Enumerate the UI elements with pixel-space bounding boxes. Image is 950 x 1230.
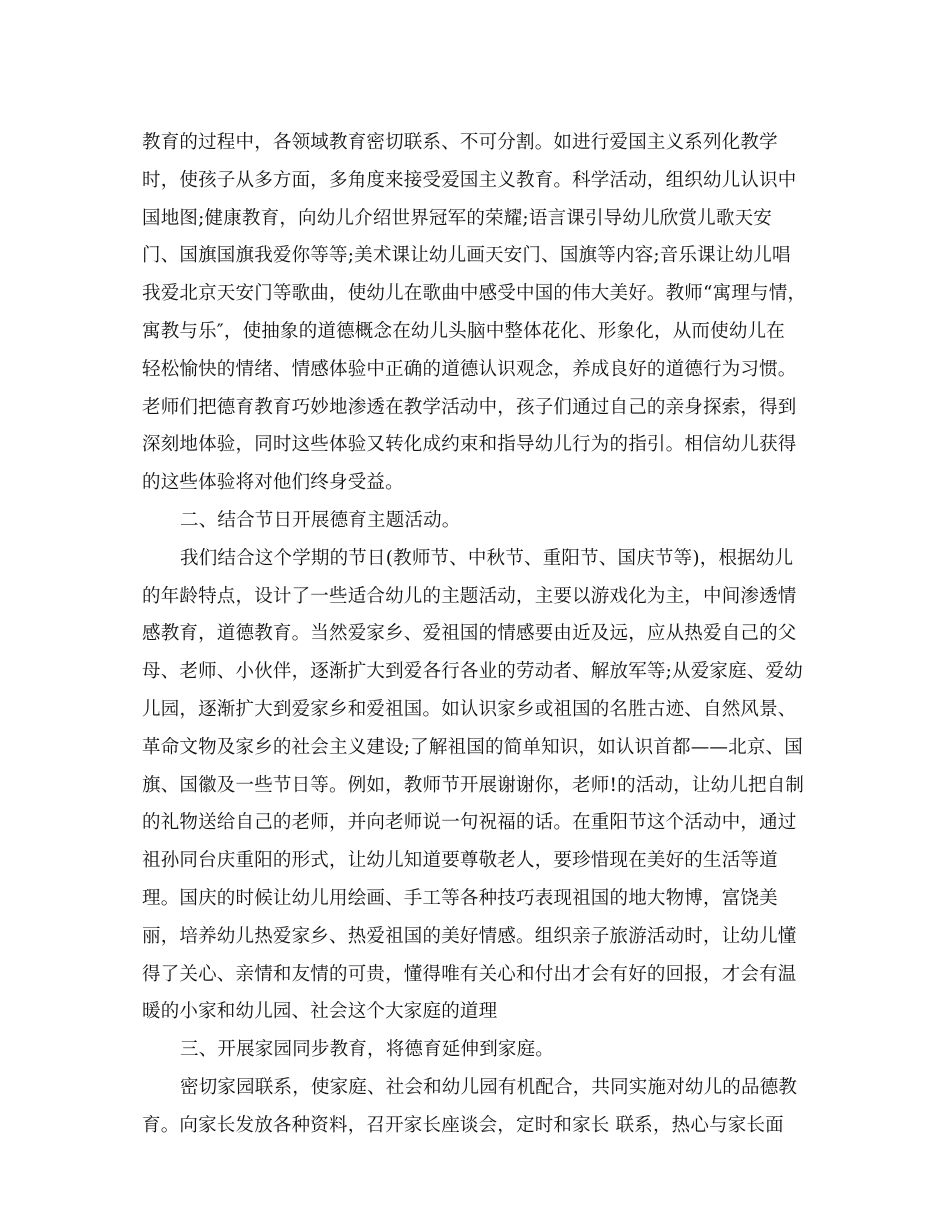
- text-line: 祖孙同台庆重阳的形式，让幼儿知道要尊敬老人，要珍惜现在美好的生活等道: [142, 850, 778, 872]
- paragraph-start-line: 我们结合这个学期的节日(教师节、中秋节、重阳节、国庆节等)，根据幼儿: [180, 547, 794, 569]
- text-line: 老师们把德育教育巧妙地渗透在教学活动中，孩子们通过自己的亲身探索，得到: [142, 396, 797, 418]
- paragraph-start-line: 二、结合节日开展德育主题活动。: [180, 509, 461, 531]
- text-line: 深刻地体验，同时这些体验又转化成约束和指导幼儿行为的指引。相信幼儿获得: [142, 434, 797, 456]
- text-line: 儿园，逐渐扩大到爱家乡和爱祖国。如认识家乡或祖国的名胜古迹、自然风景、: [142, 698, 797, 720]
- text-line: 母、老师、小伙伴，逐渐扩大到爱各行各业的劳动者、解放军等;从爱家庭、爱幼: [142, 661, 803, 683]
- text-line: 感教育，道德教育。当然爱家乡、爱祖国的情感要由近及远，应从热爱自己的父: [142, 623, 797, 645]
- text-line: 门、国旗国旗我爱你等等;美术课让幼儿画天安门、国旗等内容;音乐课让幼儿唱: [142, 245, 791, 267]
- text-line: 得了关心、亲情和友情的可贵，懂得唯有关心和付出才会有好的回报，才会有温: [142, 963, 797, 985]
- text-line: 丽，培养幼儿热爱家乡、热爱祖国的美好情感。组织亲子旅游活动时，让幼儿懂: [142, 925, 797, 947]
- text-line: 寓教与乐″，使抽象的道德概念在幼儿头脑中整体花化、形象化，从而使幼儿在: [142, 320, 785, 342]
- text-line: 时，使孩子从多方面，多角度来接受爱国主义教育。科学活动，组织幼儿认识中: [142, 169, 797, 191]
- paragraph-start-line: 三、开展家园同步教育，将德育延伸到家庭。: [180, 1039, 555, 1061]
- text-line: 革命文物及家乡的社会主义建设;了解祖国的简单知识，如认识首都——北京、国: [142, 736, 803, 758]
- text-line: 旗、国徽及一些节日等。例如，教师节开展谢谢你，老师!的活动，让幼儿把自制: [142, 774, 805, 796]
- text-line: 轻松愉快的情绪、情感体验中正确的道德认识观念，养成良好的道德行为习惯。: [142, 358, 797, 380]
- text-line: 育。向家长发放各种资料，召开家长座谈会，定时和家长 联系，热心与家长面: [142, 1114, 784, 1136]
- text-line: 国地图;健康教育，向幼儿介绍世界冠军的荣耀;语言课引导幼儿欣赏儿歌天安: [142, 207, 772, 229]
- paragraph-start-line: 密切家园联系，使家庭、社会和幼儿园有机配合，共同实施对幼儿的品德教: [180, 1076, 798, 1098]
- text-line: 我爱北京天安门等歌曲，使幼儿在歌曲中感受中国的伟大美好。教师“寓理与情，: [142, 283, 807, 305]
- text-line: 教育的过程中，各领域教育密切联系、不可分割。如进行爱国主义系列化教学: [142, 132, 778, 153]
- text-line: 的这些体验将对他们终身受益。: [142, 472, 404, 494]
- document-body: [142, 124, 806, 1145]
- text-line: 暖的小家和幼儿园、社会这个大家庭的道理: [142, 1001, 498, 1023]
- text-line: 理。国庆的时候让幼儿用绘画、手工等各种技巧表现祖国的地大物博，富饶美: [142, 887, 778, 909]
- text-line: 的年龄特点，设计了一些适合幼儿的主题活动，主要以游戏化为主，中间渗透情: [142, 585, 797, 607]
- text-line: 的礼物送给自己的老师，并向老师说一句祝福的话。在重阳节这个活动中，通过: [142, 812, 797, 834]
